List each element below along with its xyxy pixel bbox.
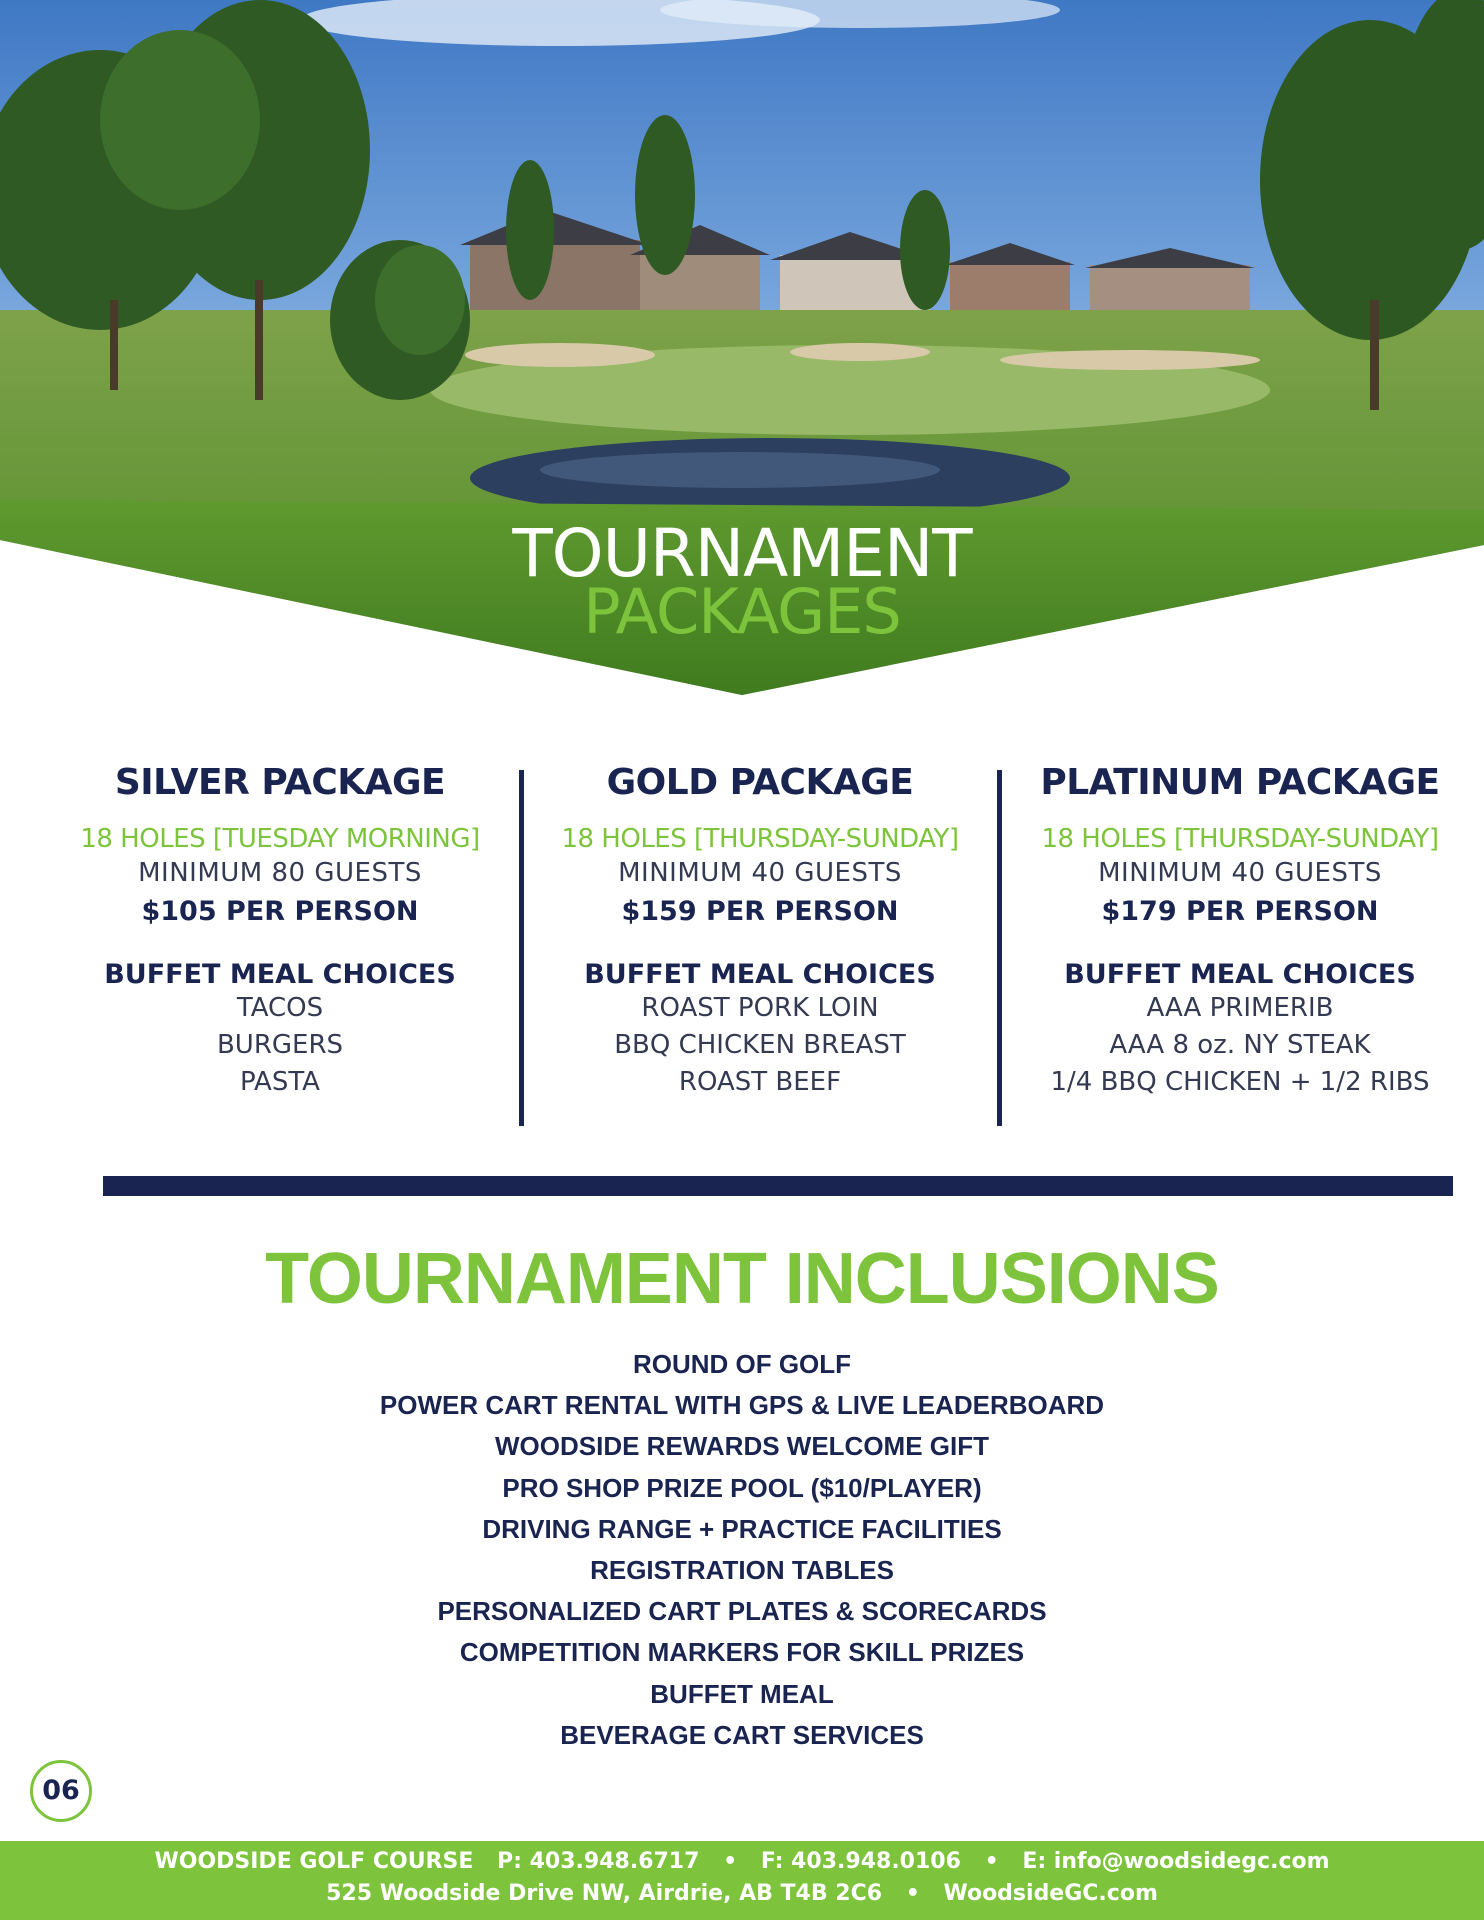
inclusion-item: BUFFET MEAL	[650, 1678, 834, 1709]
package-minimum: MINIMUM 80 GUESTS	[138, 858, 422, 888]
inclusion-item: BEVERAGE CART SERVICES	[560, 1719, 924, 1750]
footer-separator: •	[905, 1881, 920, 1906]
hero-title-tournament: TOURNAMENT	[512, 515, 972, 592]
platinum-package	[1000, 762, 1480, 1101]
inclusions-list	[0, 1344, 1484, 1756]
footer-contact-bar	[0, 1841, 1484, 1920]
inclusion-item: PERSONALIZED CART PLATES & SCORECARDS	[437, 1596, 1047, 1627]
meal-choice: AAA PRIMERIB	[1146, 993, 1334, 1023]
inclusions-title: TOURNAMENT INCLUSIONS	[265, 1239, 1219, 1319]
footer-separator: •	[723, 1849, 738, 1874]
package-holes: 18 HOLES [THURSDAY-SUNDAY]	[561, 824, 959, 854]
footer-address: 525 Woodside Drive NW, Airdrie, AB T4B 2C6	[326, 1881, 883, 1906]
page-number-badge: 06	[30, 1760, 92, 1822]
price-suffix: PER PERSON	[226, 896, 419, 927]
package-minimum: MINIMUM 40 GUESTS	[618, 858, 902, 888]
meal-choice: PASTA	[240, 1067, 320, 1097]
footer-contact-line	[0, 1849, 1484, 1874]
price-amount: $179	[1101, 896, 1177, 927]
package-title: PLATINUM PACKAGE	[1040, 762, 1440, 803]
buffet-heading: BUFFET MEAL CHOICES	[104, 959, 456, 990]
footer-address-line	[0, 1881, 1484, 1906]
section-divider-bar	[103, 1176, 1453, 1196]
price-suffix: PER PERSON	[706, 896, 899, 927]
package-title: SILVER PACKAGE	[114, 762, 446, 803]
footer-email: E: info@woodsidegc.com	[1022, 1849, 1330, 1874]
silver-package	[40, 762, 520, 1101]
meal-choice: ROAST BEEF	[678, 1067, 842, 1097]
footer-business-name: WOODSIDE GOLF COURSE	[154, 1849, 474, 1874]
footer-separator: •	[984, 1849, 999, 1874]
packages-section	[40, 762, 1484, 1132]
meal-choice: BURGERS	[216, 1030, 344, 1060]
inclusion-item: PRO SHOP PRIZE POOL ($10/PLAYER)	[502, 1472, 982, 1503]
package-minimum: MINIMUM 40 GUESTS	[1098, 858, 1382, 888]
footer-phone: P: 403.948.6717	[497, 1849, 700, 1874]
price-suffix: PER PERSON	[1186, 896, 1379, 927]
package-holes: 18 HOLES [THURSDAY-SUNDAY]	[1041, 824, 1439, 854]
inclusion-item: DRIVING RANGE + PRACTICE FACILITIES	[482, 1513, 1002, 1544]
hero-banner	[0, 0, 1484, 700]
inclusion-item: ROUND OF GOLF	[632, 1349, 852, 1379]
footer-fax: F: 403.948.0106	[760, 1849, 961, 1874]
gold-package	[520, 762, 1000, 1101]
inclusion-item: REGISTRATION TABLES	[590, 1554, 894, 1585]
package-price	[40, 896, 520, 927]
price-amount: $105	[141, 896, 217, 927]
meal-choice: AAA 8 oz. NY STEAK	[1109, 1030, 1371, 1060]
package-holes: 18 HOLES [TUESDAY MORNING]	[80, 824, 480, 854]
hero-title-packages: PACKAGES	[583, 575, 901, 648]
meal-choice: TACOS	[236, 993, 324, 1023]
buffet-heading: BUFFET MEAL CHOICES	[1064, 959, 1416, 990]
package-title: GOLD PACKAGE	[606, 762, 914, 803]
inclusion-item: POWER CART RENTAL WITH GPS & LIVE LEADERBOARD	[379, 1390, 1105, 1421]
inclusion-item: WOODSIDE REWARDS WELCOME GIFT	[495, 1431, 989, 1462]
meal-choice: 1/4 BBQ CHICKEN + 1/2 RIBS	[1050, 1067, 1430, 1097]
package-price	[1000, 896, 1480, 927]
package-price	[520, 896, 1000, 927]
buffet-heading: BUFFET MEAL CHOICES	[584, 959, 936, 990]
column-divider	[997, 770, 1002, 1126]
column-divider	[519, 770, 524, 1126]
footer-website: WoodsideGC.com	[943, 1881, 1158, 1906]
meal-choice: ROAST PORK LOIN	[641, 993, 879, 1023]
inclusion-item: COMPETITION MARKERS FOR SKILL PRIZES	[459, 1637, 1025, 1668]
meal-choice: BBQ CHICKEN BREAST	[614, 1030, 906, 1060]
price-amount: $159	[621, 896, 697, 927]
